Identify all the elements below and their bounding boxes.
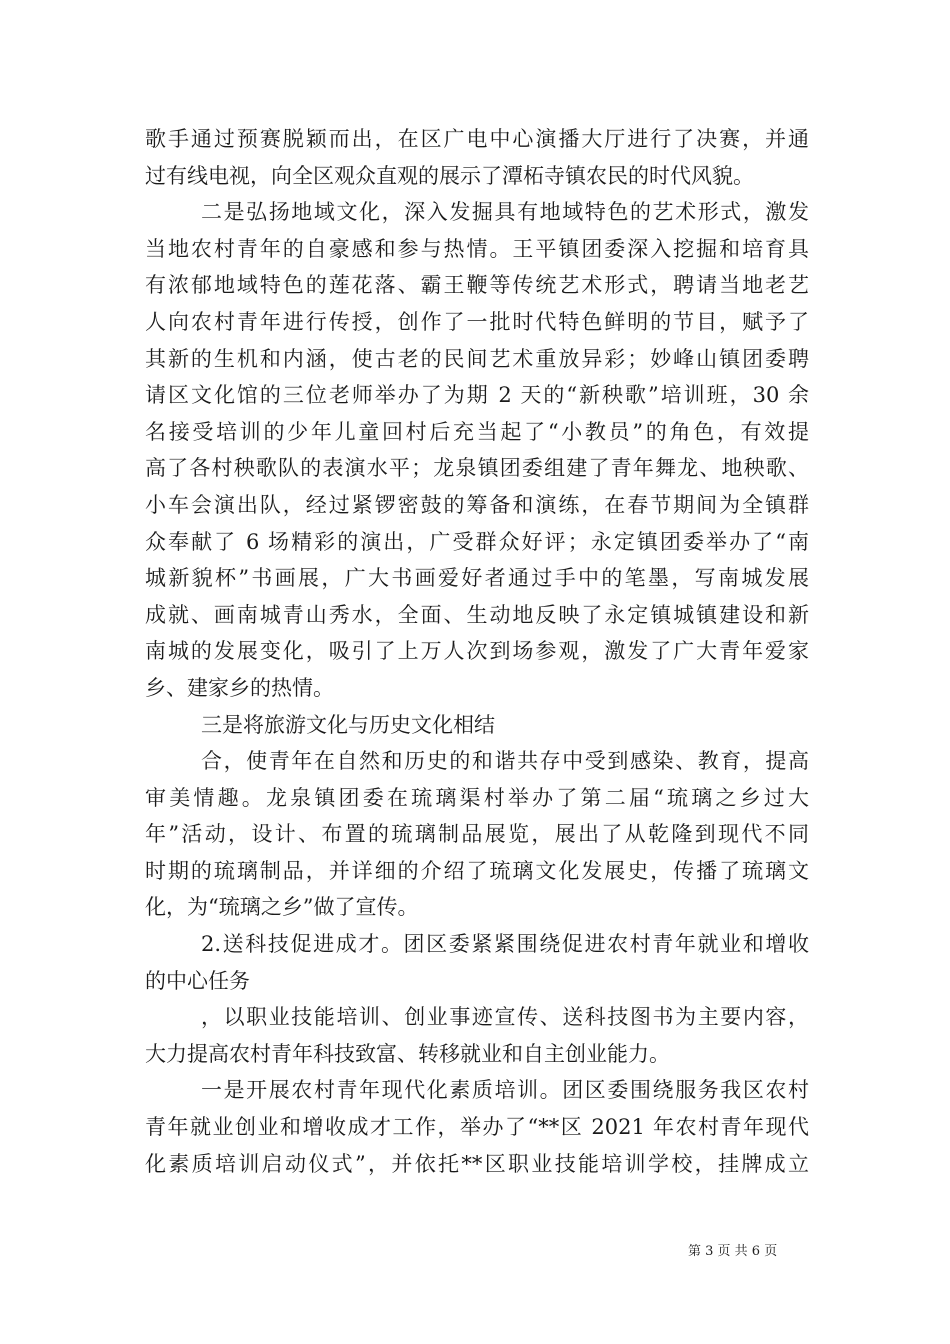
body-text (145, 121, 809, 1182)
text-line: 乡、建家乡的热情。 (145, 675, 334, 700)
text-line: 大力提高农村青年科技致富、转移就业和自主创业能力。 (145, 1041, 670, 1066)
text-line: 成就、画南城青山秀水，全面、生动地反映了永定镇城镇建设和新 (145, 602, 809, 627)
text-line: 二是弘扬地域文化，深入发掘具有地域特色的艺术形式，激发 (201, 200, 809, 225)
text-line: 有浓郁地域特色的莲花落、霸王鞭等传统艺术形式，聘请当地老艺 (145, 273, 809, 298)
text-line: ，以职业技能培训、创业事迹宣传、送科技图书为主要内容， (201, 1005, 809, 1030)
text-line: 青年就业创业和增收成才工作，举办了“**区 2021 年农村青年现代 (145, 1115, 809, 1140)
text-line: 2.送科技促进成才。团区委紧紧围绕促进农村青年就业和增收 (201, 932, 809, 957)
text-line: 小车会演出队，经过紧锣密鼓的筹备和演练，在春节期间为全镇群 (145, 492, 809, 517)
text-line: 歌手通过预赛脱颖而出，在区广电中心演播大厅进行了决赛，并通 (145, 127, 809, 151)
text-line: 名接受培训的少年儿童回村后充当起了“小教员”的角色，有效提 (145, 419, 809, 444)
text-line: 过有线电视，向全区观众直观的展示了潭柘寺镇农民的时代风貌。 (145, 163, 754, 188)
text-line: 众奉献了 6 场精彩的演出，广受群众好评；永定镇团委举办了“南 (145, 529, 809, 554)
text-line: 其新的生机和内涵，使古老的民间艺术重放异彩；妙峰山镇团委聘 (145, 346, 809, 371)
page-number: 第 3 页 共 6 页 (688, 1244, 778, 1259)
text-line: 时期的琉璃制品，并详细的介绍了琉璃文化发展史，传播了琉璃文 (145, 858, 809, 883)
text-line: 当地农村青年的自豪感和参与热情。王平镇团委深入挖掘和培育具 (145, 236, 809, 261)
text-line: 高了各村秧歌队的表演水平；龙泉镇团委组建了青年舞龙、地秧歌、 (145, 456, 809, 481)
text-line: 的中心任务 (145, 968, 250, 993)
text-line: 年”活动，设计、布置的琉璃制品展览，展出了从乾隆到现代不同 (145, 822, 809, 847)
text-line: 三是将旅游文化与历史文化相结 (201, 712, 495, 737)
text-line: 一是开展农村青年现代化素质培训。团区委围绕服务我区农村 (201, 1078, 809, 1103)
text-line: 审美情趣。龙泉镇团委在琉璃渠村举办了第二届“琉璃之乡过大 (145, 785, 809, 810)
text-line: 城新貌杯”书画展，广大书画爱好者通过手中的笔墨，写南城发展 (145, 566, 809, 591)
text-line: 化素质培训启动仪式”，并依托**区职业技能培训学校，挂牌成立 (145, 1151, 809, 1176)
text-line: 化，为“琉璃之乡”做了宣传。 (145, 895, 419, 920)
text-line: 人向农村青年进行传授，创作了一批时代特色鲜明的节目，赋予了 (145, 309, 809, 334)
text-line: 请区文化馆的三位老师举办了为期 2 天的“新秧歌”培训班，30 余 (145, 383, 809, 408)
text-line: 合，使青年在自然和历史的和谐共存中受到感染、教育，提高 (201, 749, 809, 774)
text-line: 南城的发展变化，吸引了上万人次到场参观，激发了广大青年爱家 (145, 639, 809, 664)
